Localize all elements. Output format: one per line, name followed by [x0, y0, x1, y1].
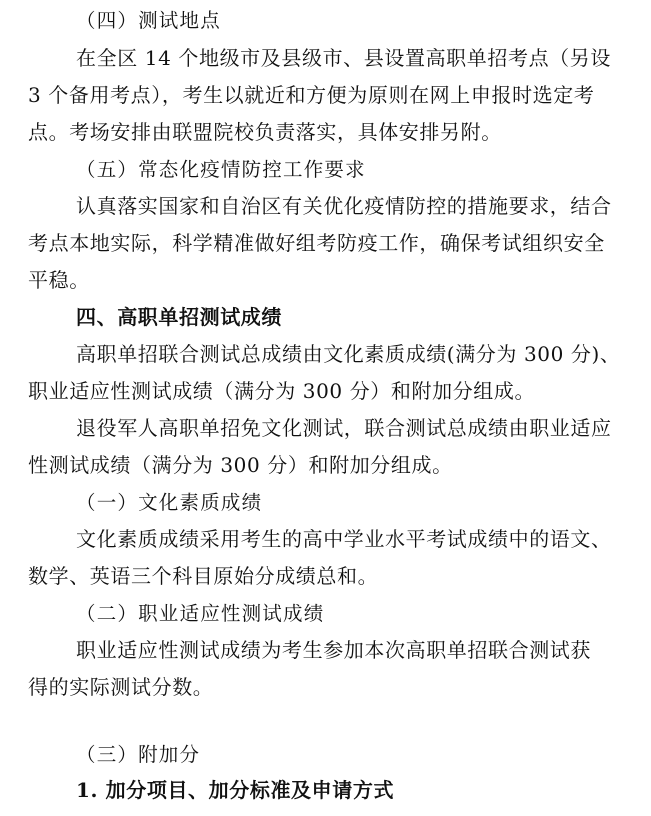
line-text: 在全区 14 个地级市及县级市、县设置高职单招考点（另设	[76, 46, 611, 70]
paragraph-line: 平稳。	[28, 268, 90, 292]
subsection-heading-aptitude-score: （二）职业适应性测试成绩	[76, 602, 325, 625]
paragraph-line: 得的实际测试分数。	[28, 675, 214, 699]
paragraph-line: 考点本地实际，科学精准做好组考防疫工作，确保考试组织安全	[28, 231, 605, 255]
section-heading-test-location: （四）测试地点	[76, 9, 221, 32]
paragraph-line: 数学、英语三个科目原始分成绩总和。	[28, 564, 379, 588]
paragraph-line: 职业适应性测试成绩（满分为 300 分）和附加分组成。	[28, 379, 536, 403]
section-heading-epidemic-control: （五）常态化疫情防控工作要求	[76, 158, 366, 181]
paragraph-line: 认真落实国家和自治区有关优化疫情防控的措施要求，结合	[76, 194, 612, 218]
paragraph-line: 退役军人高职单招免文化测试，联合测试总成绩由职业适应	[76, 416, 612, 440]
paragraph-line: 文化素质成绩采用考生的高中学业水平考试成绩中的语文、	[76, 527, 612, 551]
paragraph-line: 点。考场安排由联盟院校负责落实，具体安排另附。	[28, 120, 502, 144]
paragraph-line: 性测试成绩（满分为 300 分）和附加分组成。	[28, 453, 453, 477]
subsection-heading-bonus-points: （三）附加分	[76, 743, 201, 766]
paragraph-line	[76, 40, 622, 77]
paragraph-line: 3 个备用考点），考生以就近和方便为原则在网上申报时选定考	[28, 83, 595, 107]
item-heading-bonus-items: 1. 加分项目、加分标准及申请方式	[76, 778, 395, 802]
main-heading-test-scores: 四、高职单招测试成绩	[76, 305, 282, 329]
paragraph-line: 高职单招联合测试总成绩由文化素质成绩(满分为 300 分)、	[76, 342, 621, 366]
subsection-heading-cultural-score: （一）文化素质成绩	[76, 491, 263, 514]
paragraph-line: 职业适应性测试成绩为考生参加本次高职单招联合测试获	[76, 638, 591, 662]
